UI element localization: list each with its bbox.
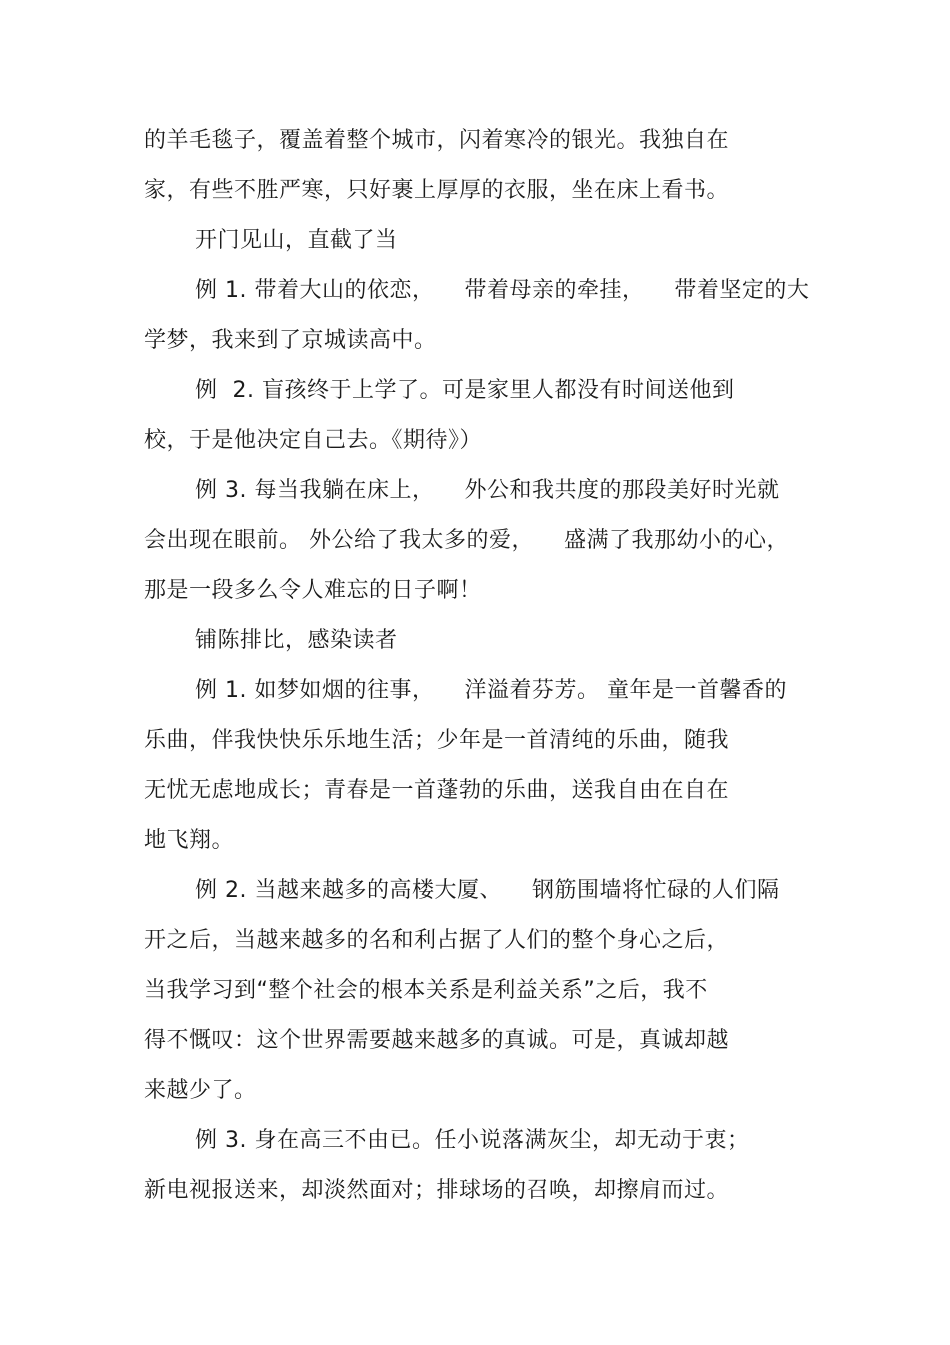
text-line: 来越少了。	[144, 1078, 257, 1103]
text-line: 无忧无虑地成长；青春是一首蓬勃的乐曲，送我自由在自在	[144, 778, 730, 803]
section-heading: 开门见山，直截了当	[195, 228, 398, 253]
text-line: 会出现在眼前。 外公给了我太多的爱， 盛满了我那幼小的心，	[144, 528, 789, 553]
text-line: 例 1. 如梦如烟的往事， 洋溢着芬芳。 童年是一首馨香的	[195, 678, 787, 703]
text-line: 学梦，我来到了京城读高中。	[144, 328, 437, 353]
text-line: 校，于是他决定自己去。《期待》）	[144, 428, 483, 453]
text-line: 新电视报送来，却淡然面对；排球场的召唤，却擦肩而过。	[144, 1178, 730, 1203]
text-line: 家，有些不胜严寒，只好裹上厚厚的衣服，坐在床上看书。	[144, 178, 730, 203]
text-line: 例 2. 盲孩终于上学了。可是家里人都没有时间送他到	[195, 378, 735, 403]
section-heading: 铺陈排比，感染读者	[195, 628, 398, 653]
text-line: 的羊毛毯子，覆盖着整个城市，闪着寒冷的银光。我独自在	[144, 128, 730, 153]
text-line: 例 3. 每当我躺在床上， 外公和我共度的那段美好时光就	[195, 478, 780, 503]
text-line: 那是一段多么令人难忘的日子啊！	[144, 578, 482, 603]
text-line: 得不慨叹：这个世界需要越来越多的真诚。可是，真诚却越	[144, 1028, 730, 1053]
text-line: 当我学习到“整个社会的根本关系是利益关系”之后，我不	[144, 978, 708, 1003]
text-line: 开之后，当越来越多的名和利占据了人们的整个身心之后，	[144, 928, 730, 953]
text-line: 例 2. 当越来越多的高楼大厦、 钢筋围墙将忙碌的人们隔	[195, 878, 780, 903]
text-line: 例 3. 身在高三不由已。任小说落满灰尘，却无动于衷；	[195, 1128, 750, 1153]
text-line: 地飞翔。	[144, 828, 235, 853]
text-line: 乐曲，伴我快快乐乐地生活；少年是一首清纯的乐曲，随我	[144, 728, 730, 753]
text-line: 例 1. 带着大山的依恋， 带着母亲的牵挂， 带着坚定的大	[195, 278, 810, 303]
